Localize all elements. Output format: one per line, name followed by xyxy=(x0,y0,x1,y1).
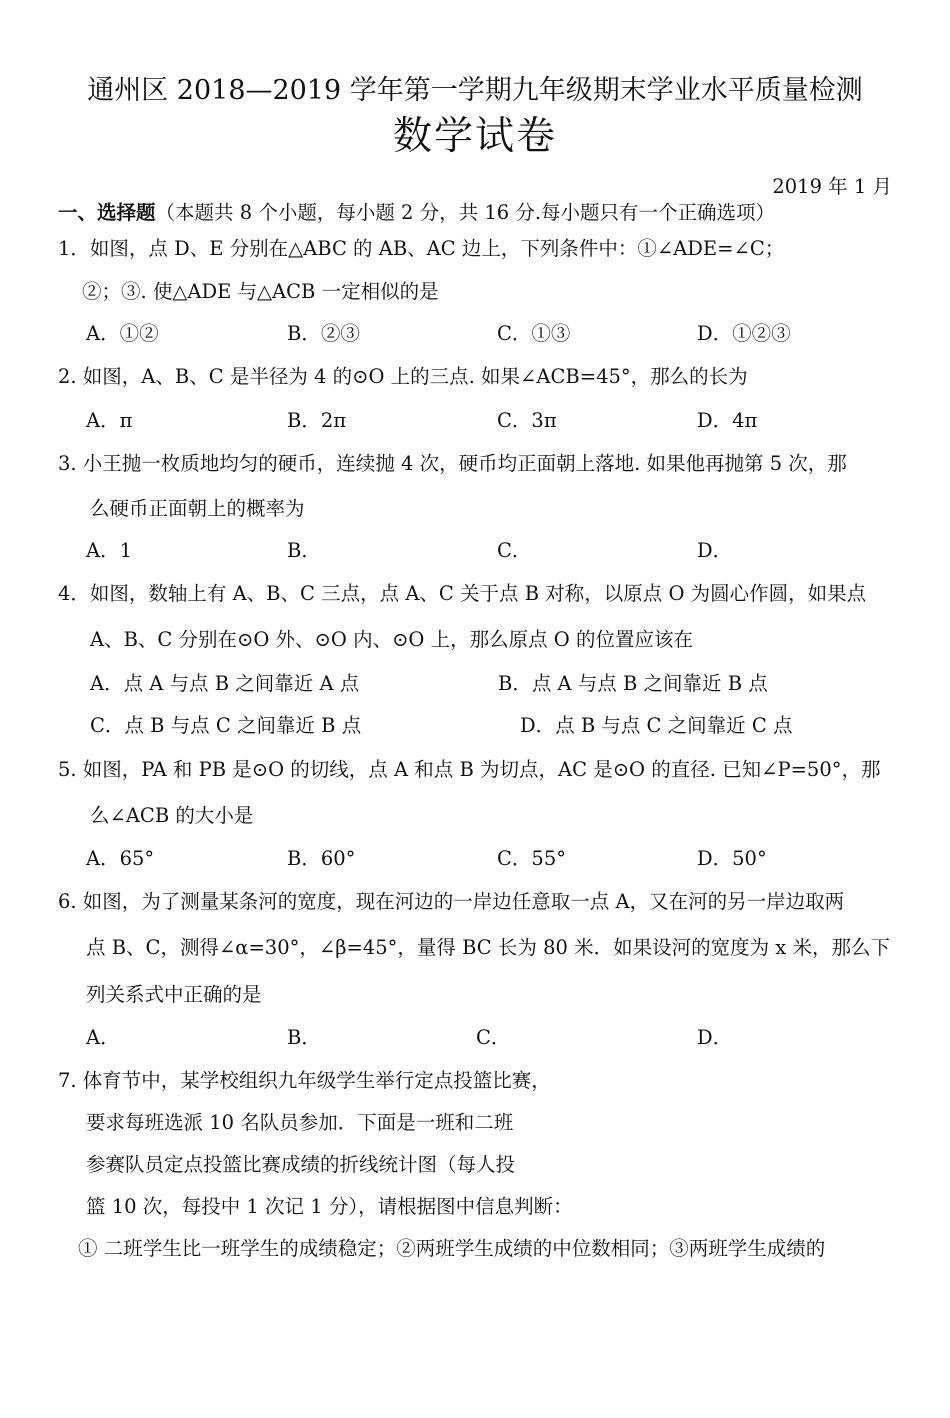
question-6-line-1: 6. 如图，为了测量某条河的宽度，现在河边的一岸边任意取一点 A，又在河的另一岸边取两 xyxy=(58,890,845,913)
question-5-option-b: B．60° xyxy=(287,847,356,870)
question-1-option-a: A．①② xyxy=(86,322,159,345)
question-5-option-c: C．55° xyxy=(497,847,566,870)
question-6-line-2: 点 B、C，测得∠α=30°，∠β=45°，量得 BC 长为 80 米．如果设河的宽度为 x 米，那么下 xyxy=(86,936,890,959)
question-4-option-b: B．点 A 与点 B 之间靠近 B 点 xyxy=(498,672,768,695)
question-7-line-5: ① 二班学生比一班学生的成绩稳定；②两班学生成绩的中位数相同；③两班学生成绩的 xyxy=(78,1237,826,1260)
question-5-line-2: 么∠ACB 的大小是 xyxy=(90,804,254,827)
section-heading-label: 一、选择题 xyxy=(58,201,156,224)
question-1-line-1: 1．如图，点 D、E 分别在△ABC 的 AB、AC 边上，下列条件中：①∠ADE=∠C； xyxy=(58,237,785,260)
exam-header-title: 通州区 2018—2019 学年第一学期九年级期末学业水平质量检测 xyxy=(87,75,863,106)
question-3-option-b: B． xyxy=(287,539,321,562)
question-6-option-d: D． xyxy=(697,1026,733,1049)
question-7-line-1: 7. 体育节中，某学校组织九年级学生举行定点投篮比赛， xyxy=(58,1069,551,1092)
question-2-option-a: A．π xyxy=(86,409,133,432)
question-6-option-c: C． xyxy=(476,1026,511,1049)
question-6-option-a: A． xyxy=(86,1026,120,1049)
question-6-option-b: B． xyxy=(287,1026,321,1049)
question-2-line-1: 2. 如图，A、B、C 是半径为 4 的⊙O 上的三点. 如果∠ACB=45°，那么的长为 xyxy=(58,365,748,388)
section-heading xyxy=(58,200,775,226)
question-3-option-c: C． xyxy=(497,539,532,562)
question-6-line-3: 列关系式中正确的是 xyxy=(86,983,262,1006)
question-1-line-2: ②；③. 使△ADE 与△ACB 一定相似的是 xyxy=(82,280,439,303)
question-7-line-3: 参赛队员定点投篮比赛成绩的折线统计图（每人投 xyxy=(86,1153,516,1176)
question-3-line-2: 么硬币正面朝上的概率为 xyxy=(90,497,305,520)
exam-date: 2019 年 1 月 xyxy=(772,175,892,198)
question-4-option-c: C．点 B 与点 C 之间靠近 B 点 xyxy=(90,714,362,737)
section-heading-note: （本题共 8 个小题，每小题 2 分，共 16 分.每小题只有一个正确选项） xyxy=(155,201,776,224)
question-3-option-d: D． xyxy=(697,539,733,562)
exam-subject-title: 数学试卷 xyxy=(392,114,557,159)
question-7-line-2: 要求每班选派 10 名队员参加．下面是一班和二班 xyxy=(86,1111,514,1134)
question-1-option-b: B．②③ xyxy=(287,322,360,345)
question-1-option-c: C．①③ xyxy=(497,322,571,345)
question-4-option-d: D．点 B 与点 C 之间靠近 C 点 xyxy=(520,714,793,737)
question-4-line-1: 4．如图，数轴上有 A、B、C 三点，点 A、C 关于点 B 对称，以原点 O 为圆心作圆，如果点 xyxy=(58,582,867,605)
question-2-option-d: D．4π xyxy=(697,409,758,432)
question-5-option-d: D．50° xyxy=(697,847,767,870)
question-5-option-a: A．65° xyxy=(86,847,155,870)
question-2-option-b: B．2π xyxy=(287,409,347,432)
question-3-line-1: 3. 小王抛一枚质地均匀的硬币，连续抛 4 次，硬币均正面朝上落地. 如果他再抛第 5 次，那 xyxy=(58,452,847,475)
question-2-option-c: C．3π xyxy=(497,409,557,432)
question-3-option-a: A．1 xyxy=(86,539,132,562)
question-4-option-a: A．点 A 与点 B 之间靠近 A 点 xyxy=(90,672,360,695)
question-1-option-d: D．①②③ xyxy=(697,322,791,345)
question-5-line-1: 5. 如图，PA 和 PB 是⊙O 的切线，点 A 和点 B 为切点，AC 是⊙O 的直径. 已知∠P=50°，那 xyxy=(58,758,881,781)
question-7-line-4: 篮 10 次，每投中 1 次记 1 分），请根据图中信息判断： xyxy=(86,1195,573,1218)
question-4-line-2: A、B、C 分别在⊙O 外、⊙O 内、⊙O 上，那么原点 O 的位置应该在 xyxy=(90,628,693,651)
